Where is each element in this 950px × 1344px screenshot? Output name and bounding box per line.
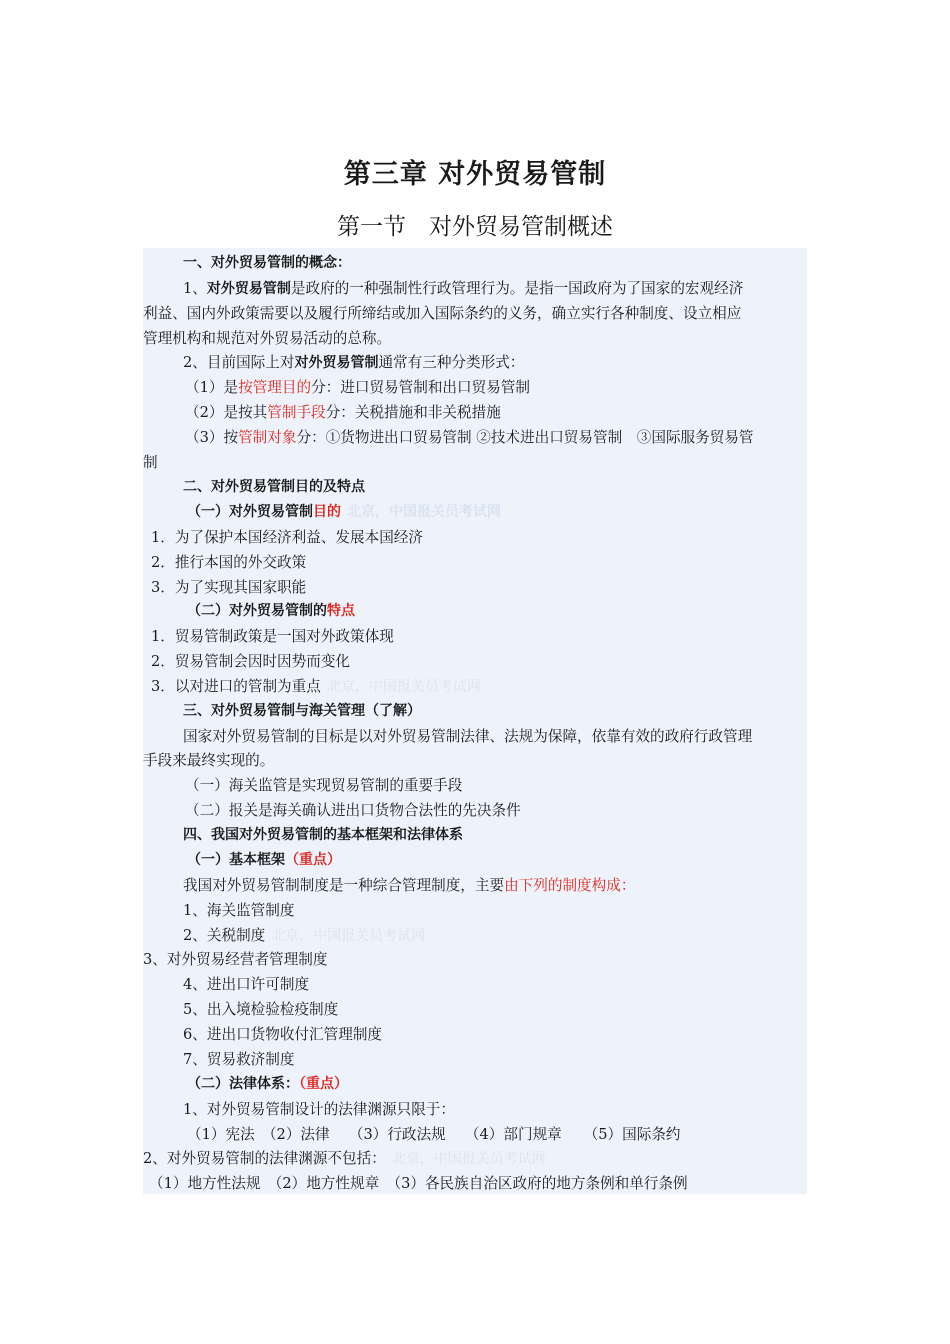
paragraph-line: 1、对外贸易管制设计的法律渊源只限于： <box>183 1101 455 1118</box>
list-item: 5、出入境检验检疫制度 <box>183 1001 339 1018</box>
list-item: 3、对外贸易经营者管理制度 <box>143 951 328 968</box>
list-item: 3．以对进口的管制为重点 北京，中国报关员考试网 <box>151 678 481 695</box>
list-item: 6、进出口货物收付汇管理制度 <box>183 1026 383 1043</box>
list-item: 3．为了实现其国家职能 <box>151 579 307 596</box>
paragraph-line: 2、对外贸易管制的法律渊源不包括： 北京，中国报关员考试网 <box>143 1150 546 1167</box>
subheading-legal: （二）法律体系：（重点） <box>187 1076 348 1092</box>
paragraph-line: 利益、国内外政策需要以及履行所缔结或加入国际条约的义务，确立实行各种制度、设立相应 <box>143 305 742 322</box>
list-item: 1、海关监管制度 <box>183 902 295 919</box>
list-item: （1）地方性法规 （2）地方性规章 （3）各民族自治区政府的地方条例和单行条例 <box>149 1175 688 1192</box>
list-item: （一）海关监管是实现贸易管制的重要手段 <box>185 777 463 794</box>
list-item: 7、贸易救济制度 <box>183 1051 295 1068</box>
watermark: 北京，中国报关员考试网 <box>391 1151 546 1167</box>
list-item: （1）是按管理目的分：进口贸易管制和出口贸易管制 <box>185 379 530 396</box>
paragraph-line: 2、目前国际上对对外贸易管制通常有三种分类形式： <box>183 354 525 371</box>
content-block <box>143 248 807 1194</box>
watermark: 北京，中国报关员考试网 <box>271 928 426 944</box>
section-title: 第一节 对外贸易管制概述 <box>337 214 613 240</box>
list-item: 1．为了保护本国经济利益、发展本国经济 <box>151 529 423 546</box>
list-item: 1．贸易管制政策是一国对外政策体现 <box>151 628 394 645</box>
paragraph-line: 手段来最终实现的。 <box>143 752 275 769</box>
list-item: （3）按管制对象分：①货物进出口贸易管制 ②技术进出口贸易管制 ③国际服务贸易管 <box>185 429 754 446</box>
list-item: 2．贸易管制会因时因势而变化 <box>151 653 351 670</box>
watermark: 北京，中国报关员考试网 <box>347 504 501 520</box>
heading-purpose: 二、对外贸易管制目的及特点 <box>183 479 365 495</box>
list-item: 2、关税制度 北京，中国报关员考试网 <box>183 927 426 944</box>
list-item: 2．推行本国的外交政策 <box>151 554 307 571</box>
heading-concept: 一、对外贸易管制的概念： <box>183 255 351 271</box>
paragraph-line: 国家对外贸易管制的目标是以对外贸易管制法律、法规为保障，依靠有效的政府行政管理 <box>183 728 753 745</box>
heading-framework: 四、我国对外贸易管制的基本框架和法律体系 <box>183 827 463 843</box>
paragraph-line: 管理机构和规范对外贸易活动的总称。 <box>143 330 392 347</box>
subheading-features: （二）对外贸易管制的特点 <box>187 603 355 619</box>
watermark: 北京，中国报关员考试网 <box>326 679 481 695</box>
heading-customs: 三、对外贸易管制与海关管理（了解） <box>183 703 421 719</box>
paragraph-line: 制 <box>143 454 158 471</box>
paragraph-line: 我国对外贸易管制制度是一种综合管理制度，主要由下列的制度构成： <box>183 877 636 894</box>
paragraph-line: 1、对外贸易管制是政府的一种强制性行政管理行为。是指一国政府为了国家的宏观经济 <box>183 280 744 297</box>
list-item: （二）报关是海关确认进出口货物合法性的先决条件 <box>185 802 521 819</box>
subheading-purpose: （一）对外贸易管制目的 北京，中国报关员考试网 <box>187 504 501 520</box>
subheading-framework: （一）基本框架（重点） <box>187 852 341 868</box>
list-item: 4、进出口许可制度 <box>183 976 310 993</box>
list-item: （2）是按其管制手段分：关税措施和非关税措施 <box>185 404 501 421</box>
chapter-title: 第三章 对外贸易管制 <box>343 159 607 190</box>
list-item: （1）宪法 （2）法律 （3）行政法规 （4）部门规章 （5）国际条约 <box>187 1126 681 1143</box>
